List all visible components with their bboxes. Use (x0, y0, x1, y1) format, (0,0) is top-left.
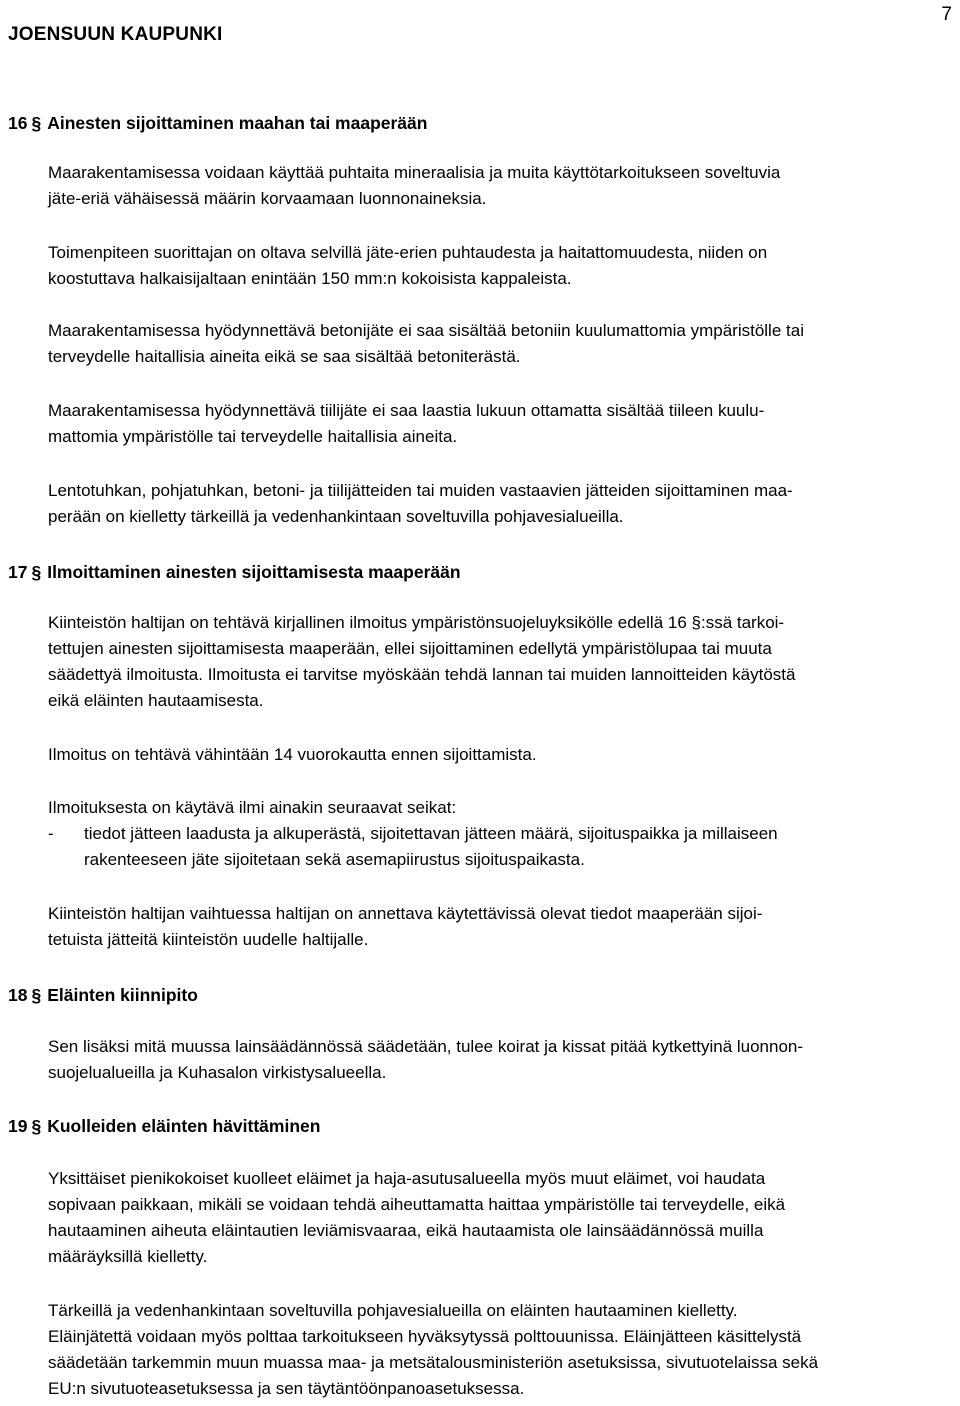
paragraph (48, 1166, 953, 1270)
paragraph (48, 478, 953, 530)
paragraph (48, 240, 953, 292)
text-line: jäte-eriä vähäisessä määrin korvaamaan luonnonaineksia. (48, 189, 487, 208)
text-line: säädettyä ilmoitusta. Ilmoitusta ei tarvitse myöskään tehdä lannan tai muiden lannoitteiden käytöstä (48, 665, 796, 684)
paragraph (48, 160, 953, 212)
text-line: suojelualueilla ja Kuhasalon virkistysalueella. (48, 1063, 387, 1082)
text-line: Kiinteistön haltijan on tehtävä kirjallinen ilmoitus ympäristönsuojeluyksikölle edellä 16 §:ssä tarkoi- (48, 613, 785, 632)
section-sign: § (31, 562, 42, 582)
paragraph (48, 318, 953, 370)
section-sign: § (31, 113, 42, 133)
paragraph (48, 610, 953, 714)
text-line: Toimenpiteen suorittajan on oltava selvillä jäte-erien puhtaudesta ja haitattomuudesta, niiden on (48, 243, 768, 262)
section-sign: § (31, 1116, 42, 1136)
section-19-heading (8, 1116, 320, 1137)
paragraph (48, 398, 953, 450)
paragraph (48, 1298, 953, 1402)
section-number: 16 (8, 113, 28, 133)
paragraph (48, 742, 953, 768)
text-line: perään on kielletty tärkeillä ja vedenhankintaan soveltuvilla pohjavesialueilla. (48, 507, 624, 526)
bullet-dash: - (48, 824, 54, 843)
paragraph (48, 795, 953, 821)
text-line: eikä eläinten hautaamisesta. (48, 691, 264, 710)
paragraph (48, 1034, 953, 1086)
text-line: Lentotuhkan, pohjatuhkan, betoni- ja tiilijätteiden tai muiden vastaavien jätteiden sijoittaminen maa- (48, 481, 793, 500)
text-line: tetuista jätteitä kiinteistön uudelle haltijalle. (48, 930, 369, 949)
text-line: Sen lisäksi mitä muussa lainsäädännössä säädetään, tulee koirat ja kissat pitää kytkettyinä luonnon- (48, 1037, 804, 1056)
text-line: mattomia ympäristölle tai terveydelle haitallisia aineita. (48, 427, 458, 446)
text-line: Tärkeillä ja vedenhankintaan soveltuvilla pohjavesialueilla on eläinten hautaaminen kielletty. (48, 1301, 738, 1320)
section-16-heading (8, 113, 427, 134)
text-line: EU:n sivutuoteasetuksessa ja sen täytäntöönpanoasetuksessa. (48, 1379, 525, 1398)
text-line: Yksittäiset pienikokoiset kuolleet eläimet ja haja-asutusalueella myös muut eläimet, voi haudata (48, 1169, 766, 1188)
text-line: Maarakentamisessa voidaan käyttää puhtaita mineraalisia ja muita käyttötarkoitukseen soveltuvia (48, 163, 781, 182)
section-title: Kuolleiden eläinten hävittäminen (47, 1116, 321, 1136)
text-line: säädetään tarkemmin muun muassa maa- ja metsätalousministeriön asetuksissa, sivutuotelaissa sekä (48, 1353, 819, 1372)
text-line: tiedot jätteen laadusta ja alkuperästä, sijoitettavan jätteen määrä, sijoituspaikka ja millaiseen (84, 824, 778, 843)
section-sign: § (31, 985, 42, 1005)
text-line: terveydelle haitallisia aineita eikä se saa sisältää betoniterästä. (48, 347, 521, 366)
section-18-heading (8, 985, 198, 1006)
section-number: 19 (8, 1116, 28, 1136)
text-line: määräyksillä kielletty. (48, 1247, 208, 1266)
text-line: koostuttava halkaisijaltaan enintään 150 mm:n kokoisista kappaleista. (48, 269, 572, 288)
text-line: Eläinjätettä voidaan myös polttaa tarkoitukseen hyväksytyssä polttouunissa. Eläinjätteen käsittelystä (48, 1327, 802, 1346)
text-line: rakenteeseen jäte sijoitetaan sekä asemapiirustus sijoituspaikasta. (84, 850, 585, 869)
page-number: 7 (941, 4, 952, 25)
text-line: sopivaan paikkaan, mikäli se voidaan tehdä aiheuttamatta haittaa ympäristölle tai terveydelle, eikä (48, 1195, 786, 1214)
text-line: Kiinteistön haltijan vaihtuessa haltijan on annettava käytettävissä olevat tiedot maaperään sijoi- (48, 904, 763, 923)
text-line: hautaaminen aiheuta eläintautien leviämisvaaraa, eikä hautaamista ole lainsäädännössä muilla (48, 1221, 764, 1240)
text-line: Ilmoituksesta on käytävä ilmi ainakin seuraavat seikat: (48, 798, 457, 817)
paragraph (48, 901, 953, 953)
text-line: tettujen ainesten sijoittamisesta maaperään, ellei sijoittaminen edellytä ympäristölupaa tai muuta (48, 639, 772, 658)
text-line: Maarakentamisessa hyödynnettävä tiilijäte ei saa laastia lukuun ottamatta sisältää tiileen kuulu- (48, 401, 765, 420)
section-title: Ainesten sijoittaminen maahan tai maaperään (47, 113, 428, 133)
list-item (48, 821, 953, 873)
section-title: Eläinten kiinnipito (47, 985, 198, 1005)
section-17-heading (8, 562, 461, 583)
organization-name: JOENSUUN KAUPUNKI (8, 24, 223, 45)
section-number: 18 (8, 985, 28, 1005)
text-line: Maarakentamisessa hyödynnettävä betonijäte ei saa sisältää betoniin kuulumattomia ympäristölle tai (48, 321, 804, 340)
text-line: Ilmoitus on tehtävä vähintään 14 vuorokautta ennen sijoittamista. (48, 745, 537, 764)
section-title: Ilmoittaminen ainesten sijoittamisesta maaperään (47, 562, 461, 582)
section-number: 17 (8, 562, 28, 582)
